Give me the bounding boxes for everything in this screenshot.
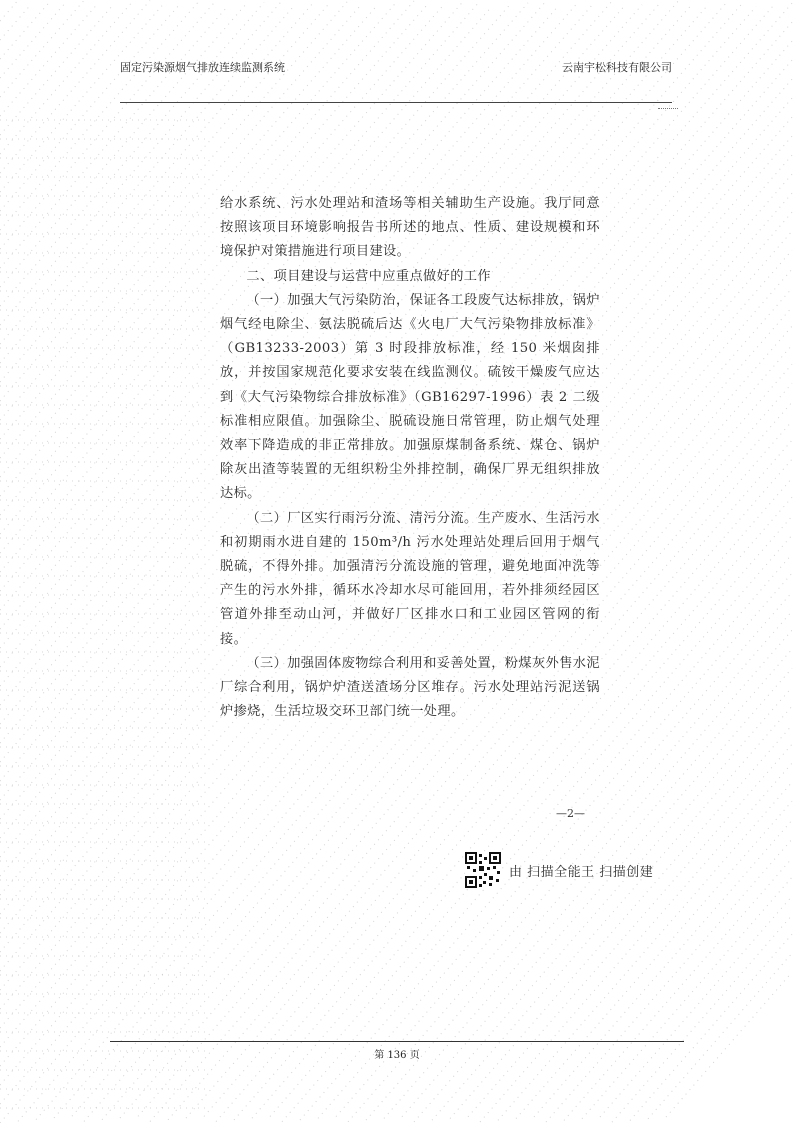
paragraph-air-pollution: （一）加强大气污染防治，保证各工段废气达标排放，锅炉烟气经电除尘、氨法脱硫后达《火电厂大气污染物排放标准》（GB13233-2003）第 3 时段排放标准，经 150 米烟囱排放，并按国家规范化要求安装在线监测仪。硫铵干燥废气应达到《大气污染物综合排放标准》（GB16297-1996）表 2 二级标准相应限值。加强除尘、脱硫设施日常管理，防止烟气处理效率下降造成的非正常排放。加强原煤制备系统、煤仓、锅炉除灰出渣等装置的无组织粉尘外排控制，确保厂界无组织排放达标。	[220, 292, 600, 502]
paragraph-solid-waste: （三）加强固体废物综合利用和妥善处置，粉煤灰外售水泥厂综合利用，锅炉炉渣送渣场分区堆存。污水处理站污泥送锅炉掺烧，生活垃圾交环卫部门统一处理。	[220, 655, 600, 720]
paragraph-water-pollution: （二）厂区实行雨污分流、清污分流。生产废水、生活污水和初期雨水进自建的 150m³/h 污水处理站处理后回用于烟气脱硫，不得外排。加强清污分流设施的管理，避免地面冲洗等产生的污水外排，循环水冷却水尽可能回用，若外排须经园区管道外排至动山河，并做好厂区排水口和工业园区管网的衔接。	[220, 510, 600, 647]
header-company-name: 云南宇松科技有限公司	[562, 61, 672, 74]
scan-watermark	[465, 852, 653, 888]
corner-mark	[658, 104, 678, 109]
section-heading: 二、项目建设与运营中应重点做好的工作	[246, 268, 491, 284]
footer-page-number: 第 136 页	[374, 1050, 420, 1061]
header-document-title: 固定污染源烟气排放连续监测系统	[120, 61, 285, 74]
qr-code-icon	[465, 852, 501, 888]
footer-divider	[110, 1041, 684, 1042]
document-body	[220, 192, 600, 724]
paragraph-1: 给水系统、污水处理站和渣场等相关辅助生产设施。我厅同意按照该项目环境影响报告书所述的地点、性质、建设规模和环境保护对策措施进行项目建设。	[220, 196, 600, 260]
scan-watermark-text: 由 扫描全能王 扫描创建	[509, 864, 654, 880]
header-divider	[120, 102, 672, 103]
inner-page-number: —2—	[556, 807, 585, 820]
